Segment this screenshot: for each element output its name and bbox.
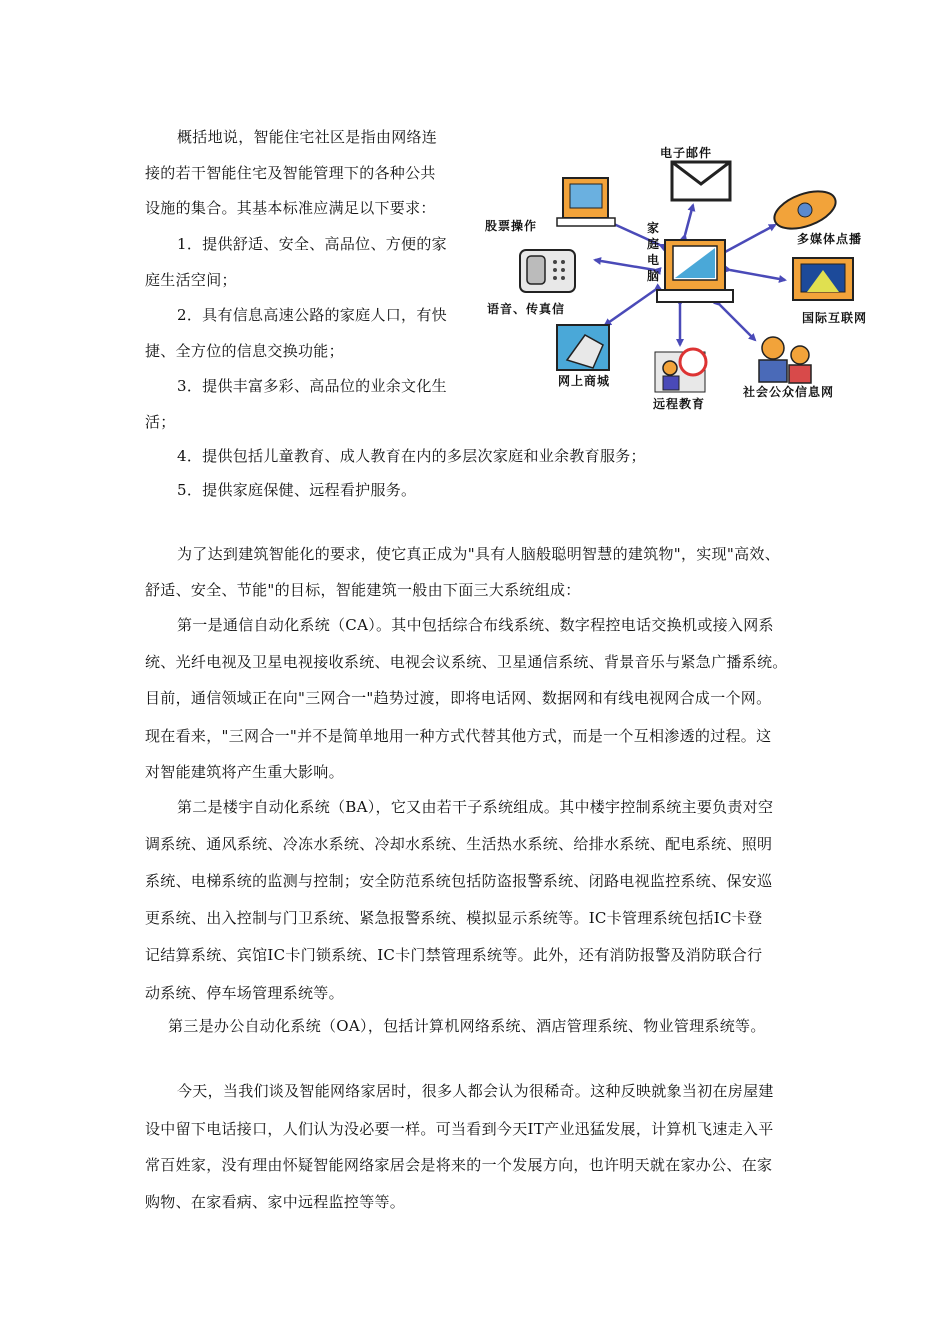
today-line-3: 常百姓家，没有理由怀疑智能网络家居会是将来的一个发展方向，也许明天就在家办公、在家 <box>145 1156 773 1174</box>
center-label-4: 脑 <box>647 269 661 283</box>
ca-line-2: 统、光纤电视及卫星电视接收系统、电视会议系统、卫星通信系统、背景音乐与紧急广播系统。 <box>145 653 788 671</box>
requirement-1-line-2: 庭生活空间； <box>145 271 237 289</box>
ba-line-5: 记结算系统、宾馆IC卡门锁系统、IC卡门禁管理系统等。此外，还有消防报警及消防联合行 <box>145 946 763 964</box>
requirement-1-line-1: 1．提供舒适、安全、高品位、方便的家 <box>177 235 447 253</box>
center-label-1: 家 <box>647 221 661 235</box>
today-line-2: 设中留下电话接口，人们认为没必要一样。可当看到今天IT产业迅猛发展，计算机飞速走入平 <box>145 1120 774 1138</box>
internet-icon <box>793 258 853 300</box>
systems-intro-line-1: 为了达到建筑智能化的要求，使它真正成为"具有人脑般聪明智慧的建筑物"，实现"高效、 <box>177 545 781 563</box>
ba-line-1: 第二是楼宇自动化系统（BA），它又由若干子系统组成。其中楼宇控制系统主要负责对空 <box>177 798 774 816</box>
ba-line-4: 更系统、出入控制与门卫系统、紧急报警系统、模拟显示系统等。IC卡管理系统包括IC卡登 <box>145 909 763 927</box>
ba-line-3: 系统、电梯系统的监测与控制；安全防范系统包括防盗报警系统、闭路电视监控系统、保安巡 <box>145 872 773 890</box>
home-network-diagram <box>475 140 900 425</box>
ca-line-5: 对智能建筑将产生重大影响。 <box>145 763 344 781</box>
stock-label: 股票操作 <box>485 219 538 233</box>
requirement-2-line-1: 2．具有信息高速公路的家庭人口，有快 <box>177 306 447 324</box>
public-info-label: 社会公众信息网 <box>743 385 835 399</box>
email-icon <box>672 162 730 200</box>
today-line-4: 购物、在家看病、家中远程监控等等。 <box>145 1193 406 1211</box>
shopping-icon <box>557 325 609 370</box>
ca-line-3: 目前，通信领域正在向"三网合一"趋势过渡，即将电话网、数据网和有线电视网合成一个网。 <box>145 689 772 707</box>
requirement-3-line-2: 活； <box>145 413 176 431</box>
multimedia-icon <box>769 184 840 236</box>
requirement-2-line-2: 捷、全方位的信息交换功能； <box>145 342 344 360</box>
intro-line-2: 接的若干智能住宅及智能管理下的各种公共 <box>145 164 436 182</box>
home-computer-icon <box>657 240 733 302</box>
requirement-5: 5．提供家庭保健、远程看护服务。 <box>177 481 417 499</box>
intro-line-1: 概括地说，智能住宅社区是指由网络连 <box>177 128 438 146</box>
voice-fax-label: 语音、传真信 <box>487 302 566 316</box>
internet-label: 国际互联网 <box>802 311 868 325</box>
email-label: 电子邮件 <box>660 146 713 160</box>
education-label: 远程教育 <box>653 397 706 411</box>
ba-line-6: 动系统、停车场管理系统等。 <box>145 984 344 1002</box>
today-line-1: 今天，当我们谈及智能网络家居时，很多人都会认为很稀奇。这种反映就象当初在房屋建 <box>177 1082 774 1100</box>
ba-line-2: 调系统、通风系统、冷冻水系统、冷却水系统、生活热水系统、给排水系统、配电系统、照明 <box>145 835 773 853</box>
public-info-icon <box>759 337 811 383</box>
multimedia-label: 多媒体点播 <box>797 232 863 246</box>
ca-line-4: 现在看来，"三网合一"并不是简单地用一种方式代替其他方式，而是一个互相渗透的过程。这 <box>145 727 772 745</box>
ca-line-1: 第一是通信自动化系统（CA）。其中包括综合布线系统、数字程控电话交换机或接入网系 <box>177 616 774 634</box>
stock-trading-icon <box>557 178 615 226</box>
shopping-label: 网上商城 <box>558 374 611 388</box>
intro-line-3: 设施的集合。其基本标准应满足以下要求： <box>145 199 436 217</box>
center-label-3: 电 <box>647 253 661 267</box>
oa-line: 第三是办公自动化系统（OA），包括计算机网络系统、酒店管理系统、物业管理系统等。 <box>168 1017 766 1035</box>
systems-intro-line-2: 舒适、安全、节能"的目标，智能建筑一般由下面三大系统组成： <box>145 581 581 599</box>
requirement-4: 4．提供包括儿童教育、成人教育在内的多层次家庭和业余教育服务； <box>177 447 646 465</box>
requirement-3-line-1: 3．提供丰富多彩、高品位的业余文化生 <box>177 377 447 395</box>
education-icon <box>655 349 706 392</box>
center-label-2: 庭 <box>647 237 661 251</box>
fax-phone-icon <box>520 250 575 292</box>
